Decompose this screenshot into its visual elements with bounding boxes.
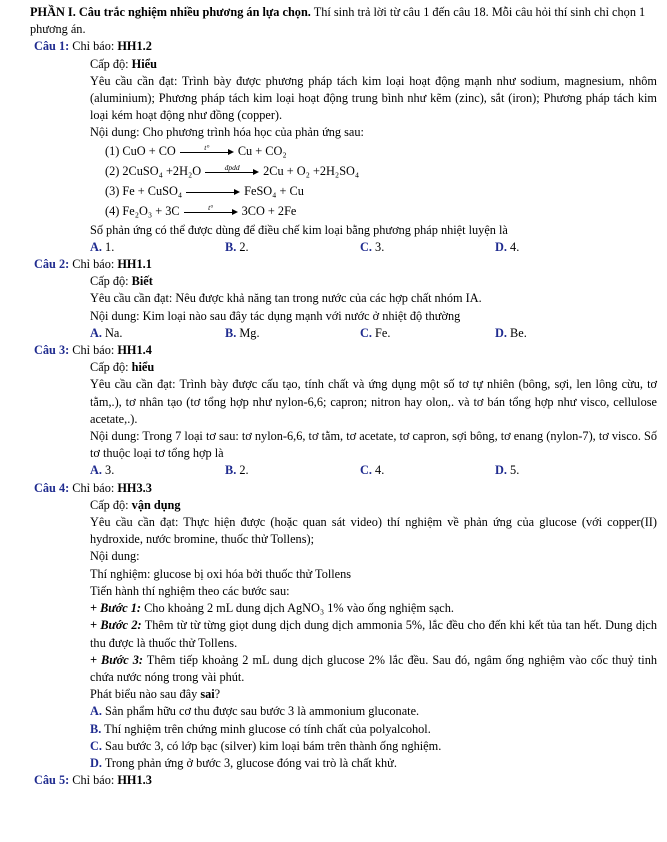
question-5-label: Câu 5:	[34, 773, 70, 788]
question-1-indicator: HH1.2	[117, 39, 152, 54]
question-4-header	[34, 480, 657, 497]
option-text: 3.	[371, 239, 385, 254]
stem-suffix: ?	[214, 687, 221, 702]
reaction-arrow-icon	[186, 186, 240, 198]
equation-left: (4) Fe₂O₃ + 3C	[105, 204, 180, 219]
question-1-stem: Số phản ứng có thể được dùng để điều chế kim loại bằng phương pháp nhiệt luyện là	[90, 222, 508, 237]
question-4-indicator: HH3.3	[117, 480, 152, 495]
reaction-arrow-icon	[184, 202, 238, 218]
capdo-value: vận dụng	[131, 497, 181, 512]
answer-b[interactable]	[90, 721, 657, 738]
question-2-label: Câu 2:	[34, 257, 70, 272]
equation-2	[105, 162, 657, 182]
option-text: Be.	[506, 325, 527, 340]
question-4-stem	[90, 686, 657, 703]
option-label: A.	[90, 704, 102, 719]
equation-4	[105, 202, 657, 222]
option-label: A.	[90, 325, 102, 340]
capdo-prefix: Cấp độ:	[90, 56, 132, 71]
option-b[interactable]	[225, 462, 360, 479]
step-text: Thêm từ từ từng giọt dung dịch dung dịch ammonia 5%, lắc đều cho đến khi kết tủa tan hết. Dung dịch thu được là thuốc thử Tollens.	[90, 618, 657, 650]
chibao-prefix: Chỉ báo:	[69, 257, 118, 272]
option-label: D.	[495, 239, 507, 254]
option-label: D.	[90, 755, 102, 770]
stem-emphasis: sai	[200, 687, 215, 702]
question-3-label: Câu 3:	[34, 343, 70, 358]
option-a[interactable]	[90, 462, 225, 479]
option-d[interactable]	[495, 462, 630, 479]
option-label: A.	[90, 463, 102, 478]
option-text: 4.	[371, 463, 385, 478]
question-2-level	[90, 273, 657, 290]
option-text: Fe.	[371, 325, 391, 340]
step-text: Thêm tiếp khoảng 2 mL dung dịch glucose 2% lắc đều. Sau đó, ngâm ống nghiệm vào cốc thuỷ tinh chứa nước nóng trong vài phút.	[90, 652, 657, 684]
equation-left: (1) CuO + CO	[105, 144, 176, 159]
question-3-options	[90, 462, 657, 479]
question-3-content: Nội dung: Trong 7 loại tơ sau: tơ nylon-6,6, tơ tằm, tơ acetate, tơ capron, sợi bông, tơ enang (nylon-7), tơ visco. Số tơ thuộc loại tơ tổng hợp là	[90, 429, 657, 461]
question-1-requirement: Yêu cầu cần đạt: Trình bày được phương pháp tách kim loại hoạt động mạnh như sodium, magnesium, nhôm (aluminium); Phương pháp tách kim loại hoạt động trung bình như kẽm (zinc), sắt (iron); Phương pháp tách kim loại kém hoạt động như đồng (copper).	[90, 73, 657, 123]
step-text: Cho khoảng 2 mL dung dịch AgNO₃ 1% vào ống nghiệm sạch.	[141, 601, 454, 616]
option-label: B.	[225, 463, 237, 478]
question-3-requirement: Yêu cầu cần đạt: Trình bày được cấu tạo, tính chất và ứng dụng một số tơ tự nhiên (bông, sợi, len lông cừu, tơ tằm,.), tơ nhân tạo (tơ tổng hợp như nylon-6,6; capron; nitron hay olon,. và tơ bán tổng hợp như visco, cellulose acetate,.).	[90, 377, 657, 426]
option-label: B.	[90, 721, 102, 736]
equation-left: (3) Fe + CuSO₄	[105, 184, 183, 199]
step-label: + Bước 2:	[90, 618, 142, 633]
equation-1	[105, 142, 657, 162]
option-text: Mg.	[236, 325, 260, 340]
capdo-value: Biết	[131, 274, 153, 289]
option-text: 5.	[506, 463, 520, 478]
chibao-prefix: Chỉ báo:	[69, 343, 118, 358]
option-text: 1.	[101, 239, 115, 254]
option-text: Sau bước 3, có lớp bạc (silver) kim loại bám trên thành ống nghiệm.	[101, 738, 442, 753]
part-title: PHẦN I. Câu trắc nghiệm nhiều phương án lựa chọn.	[30, 5, 311, 19]
capdo-prefix: Cấp độ:	[90, 274, 132, 289]
chibao-prefix: Chỉ báo:	[69, 39, 118, 54]
question-4-experiment: Thí nghiệm: glucose bị oxi hóa bởi thuốc thử Tollens	[90, 566, 352, 581]
answer-a[interactable]	[90, 703, 657, 720]
equation-left: (2) 2CuSO₄ +2H₂O	[105, 164, 202, 179]
question-3-level	[90, 359, 657, 376]
option-label: C.	[360, 463, 372, 478]
question-1-header	[34, 38, 657, 55]
stem-prefix: Phát biểu nào sau đây	[90, 687, 201, 702]
option-text: Sản phẩm hữu cơ thu được sau bước 3 là ammonium gluconate.	[101, 704, 420, 719]
option-c[interactable]	[360, 325, 495, 342]
option-text: 2.	[236, 463, 249, 478]
option-label: C.	[360, 239, 372, 254]
question-4-label: Câu 4:	[34, 480, 70, 495]
option-text: 4.	[506, 239, 520, 254]
option-d[interactable]	[495, 239, 630, 256]
question-5-header	[34, 772, 657, 789]
reaction-arrow-icon	[180, 142, 234, 158]
question-1-content: Nội dung: Cho phương trình hóa học của phản ứng sau:	[90, 125, 364, 140]
option-text: Na.	[101, 325, 123, 340]
question-4-procedure: Tiến hành thí nghiệm theo các bước sau:	[90, 583, 290, 598]
arrow-condition: t°	[208, 202, 214, 212]
question-2-requirement: Yêu cầu cần đạt: Nêu được khả năng tan trong nước của các hợp chất nhóm IA.	[90, 291, 482, 306]
option-text: 3.	[101, 463, 115, 478]
step-label: + Bước 1:	[90, 601, 142, 616]
capdo-value: hiểu	[131, 360, 155, 375]
part-header	[30, 4, 657, 38]
question-4-content: Nội dung:	[90, 549, 140, 564]
equation-right: FeSO₄ + Cu	[244, 184, 304, 199]
step-2	[90, 617, 657, 651]
chibao-prefix: Chỉ báo:	[69, 480, 118, 495]
question-1-label: Câu 1:	[34, 39, 70, 54]
question-2-indicator: HH1.1	[117, 257, 152, 272]
question-2-header	[34, 256, 657, 273]
equation-right: Cu + CO₂	[237, 144, 287, 159]
capdo-prefix: Cấp độ:	[90, 497, 132, 512]
option-b[interactable]	[225, 325, 360, 342]
option-text: Thí nghiệm trên chứng minh glucose có tính chất của polyalcohol.	[101, 721, 431, 736]
option-text: Trong phản ứng ở bước 3, glucose đóng vai trò là chất khử.	[101, 755, 397, 770]
option-label: C.	[90, 738, 102, 753]
option-b[interactable]	[225, 239, 360, 256]
step-3	[90, 652, 657, 686]
question-2-content: Nội dung: Kim loại nào sau đây tác dụng mạnh với nước ở nhiệt độ thường	[90, 308, 461, 323]
option-label: A.	[90, 239, 102, 254]
reaction-arrow-icon	[205, 162, 259, 178]
question-2-options	[90, 325, 657, 342]
option-label: B.	[225, 239, 237, 254]
equation-right: 3CO + 2Fe	[241, 204, 297, 219]
question-4-level	[90, 497, 657, 514]
answer-c[interactable]	[90, 738, 657, 755]
arrow-condition: đpdd	[224, 162, 240, 172]
question-3-indicator: HH1.4	[117, 343, 152, 358]
option-label: D.	[495, 463, 507, 478]
question-1-level	[90, 56, 657, 73]
equation-right: 2Cu + O₂ +2H₂SO₄	[263, 164, 360, 179]
capdo-value: Hiểu	[131, 56, 157, 71]
step-label: + Bước 3:	[90, 652, 143, 667]
part-instruction: Thí sinh trả lời từ câu 1 đến câu 18. Mỗi câu hỏi thí sinh chỉ chọn 1 phương án.	[30, 5, 646, 37]
capdo-prefix: Cấp độ:	[90, 360, 132, 375]
option-d[interactable]	[495, 325, 630, 342]
step-1	[90, 600, 657, 617]
option-c[interactable]	[360, 462, 495, 479]
option-c[interactable]	[360, 239, 495, 256]
option-text: 2.	[236, 239, 249, 254]
chibao-prefix: Chỉ báo:	[69, 773, 118, 788]
option-a[interactable]	[90, 239, 225, 256]
arrow-condition: t°	[204, 142, 210, 152]
answer-d[interactable]	[90, 755, 657, 772]
question-3-header	[34, 342, 657, 359]
option-label: B.	[225, 325, 237, 340]
question-4-requirement: Yêu cầu cần đạt: Thực hiện được (hoặc quan sát video) thí nghiệm về phản ứng của glucose (với copper(II) hydroxide, nước bromine, thuốc thử Tollens);	[90, 515, 657, 547]
option-a[interactable]	[90, 325, 225, 342]
question-1-options	[90, 239, 657, 256]
option-label: D.	[495, 325, 507, 340]
option-label: C.	[360, 325, 372, 340]
question-5-indicator: HH1.3	[117, 773, 152, 788]
